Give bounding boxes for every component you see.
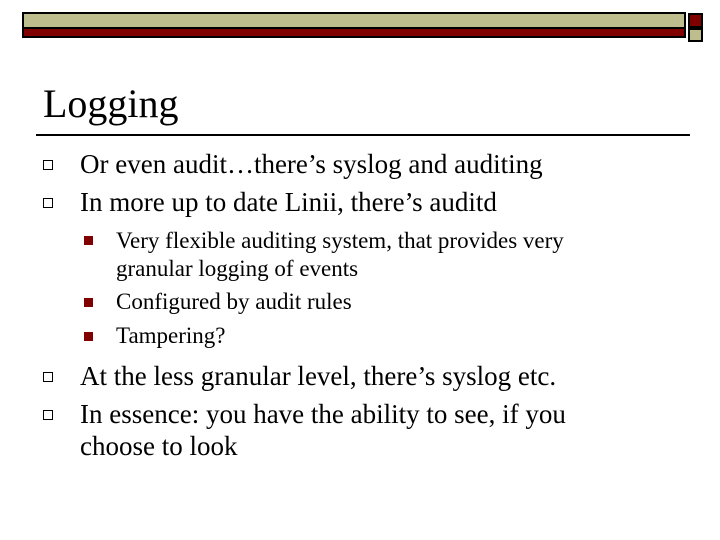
bullet-text: Or even audit…there’s syslog and auditing — [80, 149, 543, 179]
sub-bullet-text: Configured by audit rules — [116, 289, 352, 314]
sub-bullet-text: granular logging of events — [116, 256, 359, 281]
header-corner-square-olive — [688, 28, 703, 42]
hollow-square-icon — [43, 410, 53, 420]
bullet-text: In essence: you have the ability to see, if you — [80, 399, 566, 429]
sub-bullet-text: Very flexible auditing system, that provides very — [116, 228, 564, 253]
bullet-text: At the less granular level, there’s syslog etc. — [80, 361, 557, 391]
bullet-text: choose to look — [80, 431, 238, 461]
filled-square-icon — [84, 332, 93, 341]
hollow-square-icon — [43, 160, 53, 170]
header-bar-maroon — [22, 29, 686, 38]
filled-square-icon — [84, 236, 93, 245]
hollow-square-icon — [43, 372, 53, 382]
slide-title: Logging — [43, 81, 179, 126]
header-corner-square-maroon — [688, 13, 703, 28]
filled-square-icon — [84, 298, 93, 307]
bullet-text: In more up to date Linii, there’s auditd — [80, 187, 497, 217]
sub-bullet-text: Tampering? — [116, 323, 226, 348]
title-underline — [36, 134, 690, 136]
hollow-square-icon — [43, 198, 53, 208]
header-bar-olive — [22, 12, 686, 29]
